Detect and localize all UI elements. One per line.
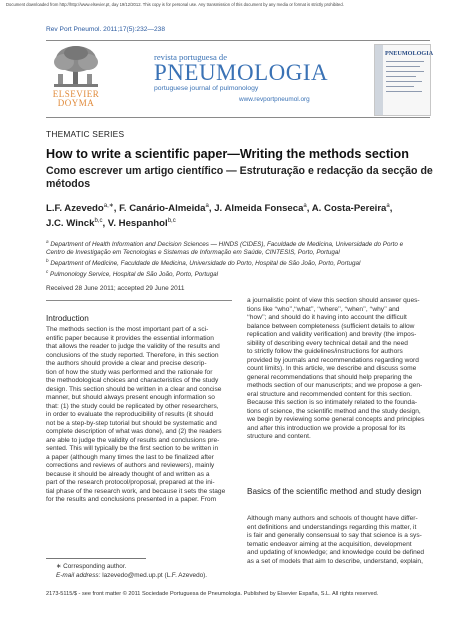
journal-masthead	[154, 53, 328, 93]
journal-citation[interactable]: Rev Port Pneumol. 2011;17(5):232—238	[46, 26, 166, 33]
intro-text-line: provided by journals and recommendations regarding word	[247, 356, 419, 364]
author-name[interactable]: L.F. Azevedo$^{a,∗}$	[46, 203, 114, 215]
intro-text-line: conclusions of the study reported. Therefore, in this section	[46, 351, 219, 359]
corresponding-author-note: ∗ Corresponding author.	[56, 563, 127, 570]
intro-text-line: part of the research protocol/proposal, prepared at the ini-	[46, 479, 215, 486]
intro-text-line: a journalistic point of view this section should answer ques-	[247, 297, 420, 304]
intro-text-line: a paper (although many times the last to be finalized after	[46, 453, 214, 461]
intro-text-line: general recommendations that should help preparing the	[247, 373, 413, 381]
section-heading-introduction: Introduction	[46, 314, 89, 323]
cover-line	[386, 76, 416, 77]
author-name[interactable]: A. Costa-Pereira$^a$	[311, 203, 390, 215]
intro-text-line: not be a step-by-step tutorial but should be systematic and	[46, 419, 217, 427]
elsevier-logo	[46, 44, 106, 112]
intro-text-line: the methodological choices and characteristics of the study	[46, 377, 219, 384]
intro-text-line: that: (1) the study could be replicated by other researchers,	[46, 402, 219, 410]
intro-text-line: to strictly follow the guidelines/instructions for authors	[247, 348, 403, 355]
intro-text-line: for the results and conclusions presented in a paper. From	[46, 496, 217, 503]
intro-text-line: eral structure and recommended content for this section.	[247, 390, 412, 398]
intro-text-line: tions of science, the scientific method and the study design,	[247, 407, 421, 415]
intro-text-line: structure and content.	[247, 433, 311, 440]
author-name[interactable]: J.C. Winck$^{b,c}$	[46, 218, 103, 230]
cover-line	[386, 86, 414, 87]
basics-text-line: ent definitions and understandings regarding this matter, it	[247, 523, 417, 531]
basics-text-line: as a set of models that aim to describe, understand, explain,	[247, 557, 423, 565]
intro-text-line: manner, but should always present enough information so	[46, 394, 215, 401]
intro-text-line: replication and validity verification) and brevity (the impos-	[247, 331, 417, 338]
author-name[interactable]: F. Canário-Almeida$^a$	[119, 203, 209, 215]
affiliation-b: $^b$ Department of Medicine, Faculdade de Medicina, Universidade do Porto, Hospital de São João, Porto, Portugal	[46, 257, 361, 267]
author-list: L.F. Azevedo$^{a,∗}$, F. Canário-Almeida$^a$, J. Almeida Fonseca$^a$, A. Costa-Pereira$^a$, J.C. Winck$^{b,c}$, V. Hespanhol$^{b,c}$	[46, 203, 393, 230]
article-title: How to write a scientific paper—Writing the methods section	[46, 147, 409, 161]
basics-text-line: tematic endeavor aiming at the acquisition, development	[247, 540, 412, 548]
intro-text-line: corrections and reviews of authors and reviewers), mainly	[46, 462, 215, 469]
intro-text-line: in order to evaluate the reproducibility of results (it should	[46, 411, 214, 418]
footnotes	[46, 562, 207, 580]
intro-text-line: tions like ‘‘who’’,‘‘what’’, ‘‘where’’, ‘‘when’’, ‘‘why’’ and	[247, 305, 400, 313]
header-bottom-rule	[46, 117, 430, 118]
cover-line	[386, 71, 424, 72]
intro-text-line: count limits). In this article, we describe and discuss some	[247, 365, 417, 372]
intro-text-line: because it should be already thought of and written as a	[46, 470, 210, 478]
intro-text-line: Because this section is so intimately related to the founda-	[247, 399, 418, 406]
elsevier-tree-icon	[46, 44, 106, 90]
intro-text-line: The methods section is the most important part of a sci-	[46, 326, 209, 333]
affiliations	[46, 238, 441, 278]
intro-text-line: methods section of our manuscripts; and we propose a gen-	[247, 382, 423, 389]
intro-text-line: and after this introduction we provide a proposal for its	[247, 424, 406, 432]
basics-text-line: and updating of knowledge; and knowledge could be defined	[247, 549, 425, 556]
basics-text-line: is fair and generally consensual to say that science is a sys-	[247, 532, 422, 539]
author-name[interactable]: V. Hespanhol$^{b,c}$	[107, 218, 176, 230]
intro-rule	[46, 300, 232, 301]
article-subtitle: Como escrever um artigo científico — Estruturação e redacção da secção de métodos	[46, 165, 433, 190]
cover-line	[386, 66, 420, 67]
introduction-text	[46, 326, 232, 505]
intro-text-line: entific paper because it provides the essential information	[46, 334, 214, 342]
intro-text-line: the authors should provide a clear and precise descrip-	[46, 360, 207, 367]
intro-text-line: sented. This will typically be the first section to be written in	[46, 445, 219, 452]
intro-text-line: sibility of describing every technical detail and the need	[247, 339, 408, 347]
basics-text	[247, 515, 435, 566]
cover-line	[386, 61, 424, 62]
journal-cover-thumbnail	[374, 44, 434, 116]
intro-text-line: design. This section should be written in a clear and concise	[46, 385, 222, 393]
intro-text-line: tial phase of the research work, and because it sets the stage	[46, 487, 226, 495]
download-notice: Document downloaded from http://http://www.elsevier.pt, day 19/12/2012. This copy is for personal use. Any transmission of this document by any media or format is strictly prohibited.	[6, 2, 344, 7]
intro-text-line: tion of how the study was performed and the rationale for	[46, 368, 213, 376]
copyright-footer: 2173-5115/$ - see front matter © 2011 Sociedade Portuguesa de Pneumologia. Published by Elsevier España, S.L. All rights reserved.	[46, 591, 379, 597]
basics-text-line: Although many authors and schools of thought have differ-	[247, 515, 418, 522]
publisher-name-line2: DOYMA	[57, 98, 95, 108]
section-heading-basics: Basics of the scientific method and study design	[247, 487, 422, 496]
intro-text-line: that allows the reader to judge the validity of the results and	[46, 343, 220, 350]
cover-line	[386, 91, 422, 92]
intro-text-line: complete description of what was done), and (2) the readers	[46, 428, 222, 435]
footnote-rule	[46, 558, 146, 559]
received-dates: Received 28 June 2011; accepted 29 June 2011	[46, 285, 185, 292]
intro-text-line: balance between completeness (sufficient details to allow	[247, 322, 415, 330]
intro-text-line: we begin by reviewing some general concepts and principles	[247, 416, 425, 423]
header-top-rule	[46, 40, 430, 41]
masthead-title: PNEUMOLOGIA	[154, 60, 329, 85]
intro-text-line: ‘‘how’’; and should do it having into account the difficult	[247, 314, 407, 321]
cover-stripe	[375, 45, 383, 115]
author-email-link[interactable]: lazevedo@med.up.pt (L.F. Azevedo).	[102, 572, 208, 579]
publisher-name-line1: ELSEVIER	[52, 89, 100, 99]
journal-website-link[interactable]: www.revportpneumol.org	[239, 96, 310, 103]
masthead-rev: revista portuguesa de	[154, 52, 228, 62]
cover-line	[386, 81, 422, 82]
affiliation-a: $^a$ Department of Health Information and Decision Sciences — HINDS (CIDES), Faculdade de Medicina, Universidade do Porto e Centro de Investigação em Tecnologias e Sistemas de Informação em Saúde, CINTESIS, Porto, Portugal	[46, 239, 404, 256]
intro-text-line: are able to judge the validity of results and conclusions pre-	[46, 436, 220, 444]
masthead-subtitle: portuguese journal of pulmonology	[154, 85, 259, 92]
affiliation-c: $^c$ Pulmonology Service, Hospital de São João, Porto, Portugal	[46, 268, 219, 278]
introduction-text-continued	[247, 297, 435, 442]
author-name[interactable]: J. Almeida Fonseca$^a$	[214, 203, 307, 215]
email-note: E-mail address: lazevedo@med.up.pt (L.F. Azevedo).	[56, 572, 208, 579]
cover-title: PNEUMOLOGIA	[385, 50, 434, 57]
article-series: THEMATIC SERIES	[46, 129, 125, 139]
